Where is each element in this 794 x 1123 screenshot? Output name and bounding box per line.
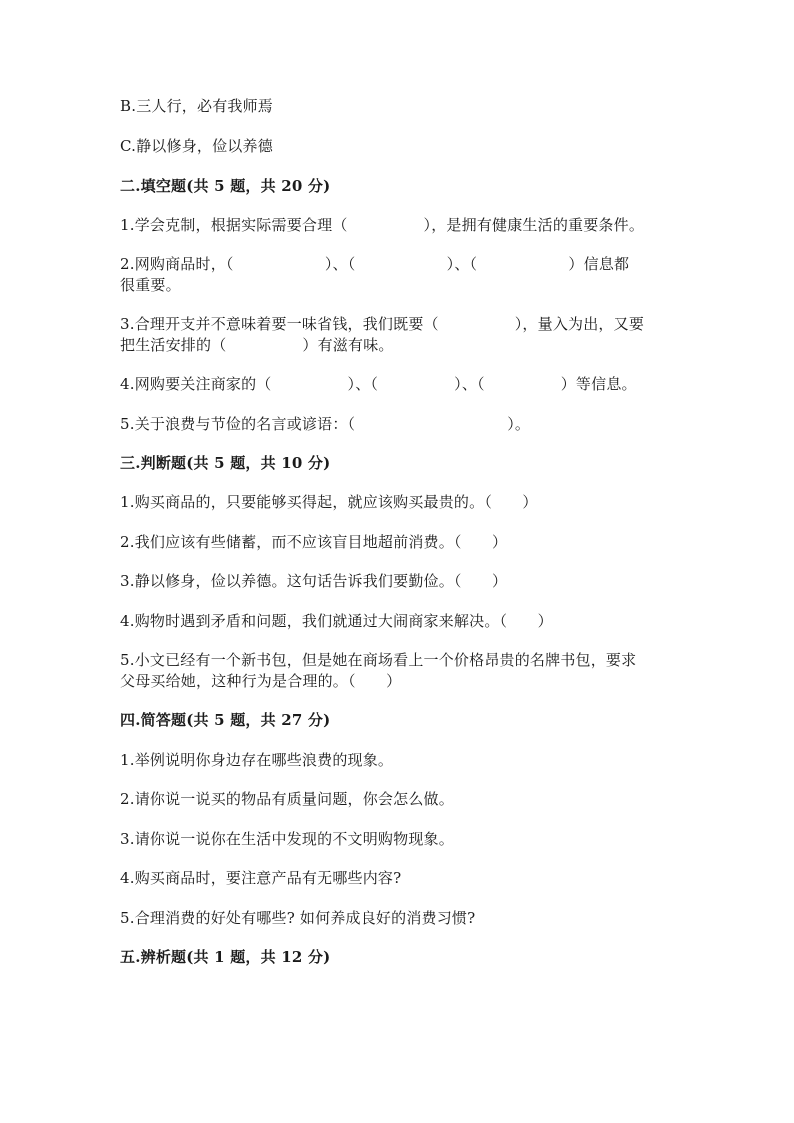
short-item-5: 5.合理消费的好处有哪些? 如何养成良好的消费习惯? [120, 909, 476, 927]
judge-item-5-cont: 父母买给她，这种行为是合理的。（ ） [120, 672, 402, 690]
choice-c: C.静以修身，俭以养德 [120, 137, 273, 155]
section-title-analysis: 五.辨析题(共 1 题，共 12 分) [120, 948, 331, 966]
fill-item-1: 1.学会克制，根据实际需要合理（ ），是拥有健康生活的重要条件。 [120, 216, 645, 234]
choice-b: B.三人行，必有我师焉 [120, 97, 273, 115]
fill-item-5: 5.关于浪费与节俭的名言或谚语：（ ）。 [120, 415, 531, 433]
judge-item-3: 3.静以修身，俭以养德。这句话告诉我们要勤俭。（ ） [120, 572, 508, 590]
short-item-1: 1.举例说明你身边存在哪些浪费的现象。 [120, 751, 394, 769]
section-title-true-false: 三.判断题(共 5 题，共 10 分) [120, 454, 331, 472]
fill-item-3: 3.合理开支并不意味着要一味省钱，我们既要（ ），量入为出，又要 [120, 315, 645, 333]
short-item-2: 2.请你说一说买的物品有质量问题，你会怎么做。 [120, 790, 454, 808]
fill-item-4: 4.网购要关注商家的（ ）、（ ）、（ ）等信息。 [120, 375, 637, 393]
judge-item-5: 5.小文已经有一个新书包，但是她在商场看上一个价格昂贵的名牌书包，要求 [120, 651, 637, 669]
judge-item-1: 1.购买商品的，只要能够买得起，就应该购买最贵的。（ ） [120, 493, 538, 511]
section-title-short-answer: 四.简答题(共 5 题，共 27 分) [120, 711, 331, 729]
short-item-4: 4.购买商品时，要注意产品有无哪些内容? [120, 869, 402, 887]
short-item-3: 3.请你说一说你在生活中发现的不文明购物现象。 [120, 830, 454, 848]
judge-item-4: 4.购物时遇到矛盾和问题，我们就通过大闹商家来解决。（ ） [120, 612, 553, 630]
fill-item-3-cont: 把生活安排的（ ）有滋有味。 [120, 336, 394, 354]
judge-item-2: 2.我们应该有些储蓄，而不应该盲目地超前消费。（ ） [120, 533, 508, 551]
fill-item-2-cont: 很重要。 [120, 276, 181, 294]
section-title-fill-blank: 二.填空题(共 5 题，共 20 分) [120, 177, 331, 195]
fill-item-2: 2.网购商品时，（ ）、（ ）、（ ）信息都 [120, 255, 630, 273]
